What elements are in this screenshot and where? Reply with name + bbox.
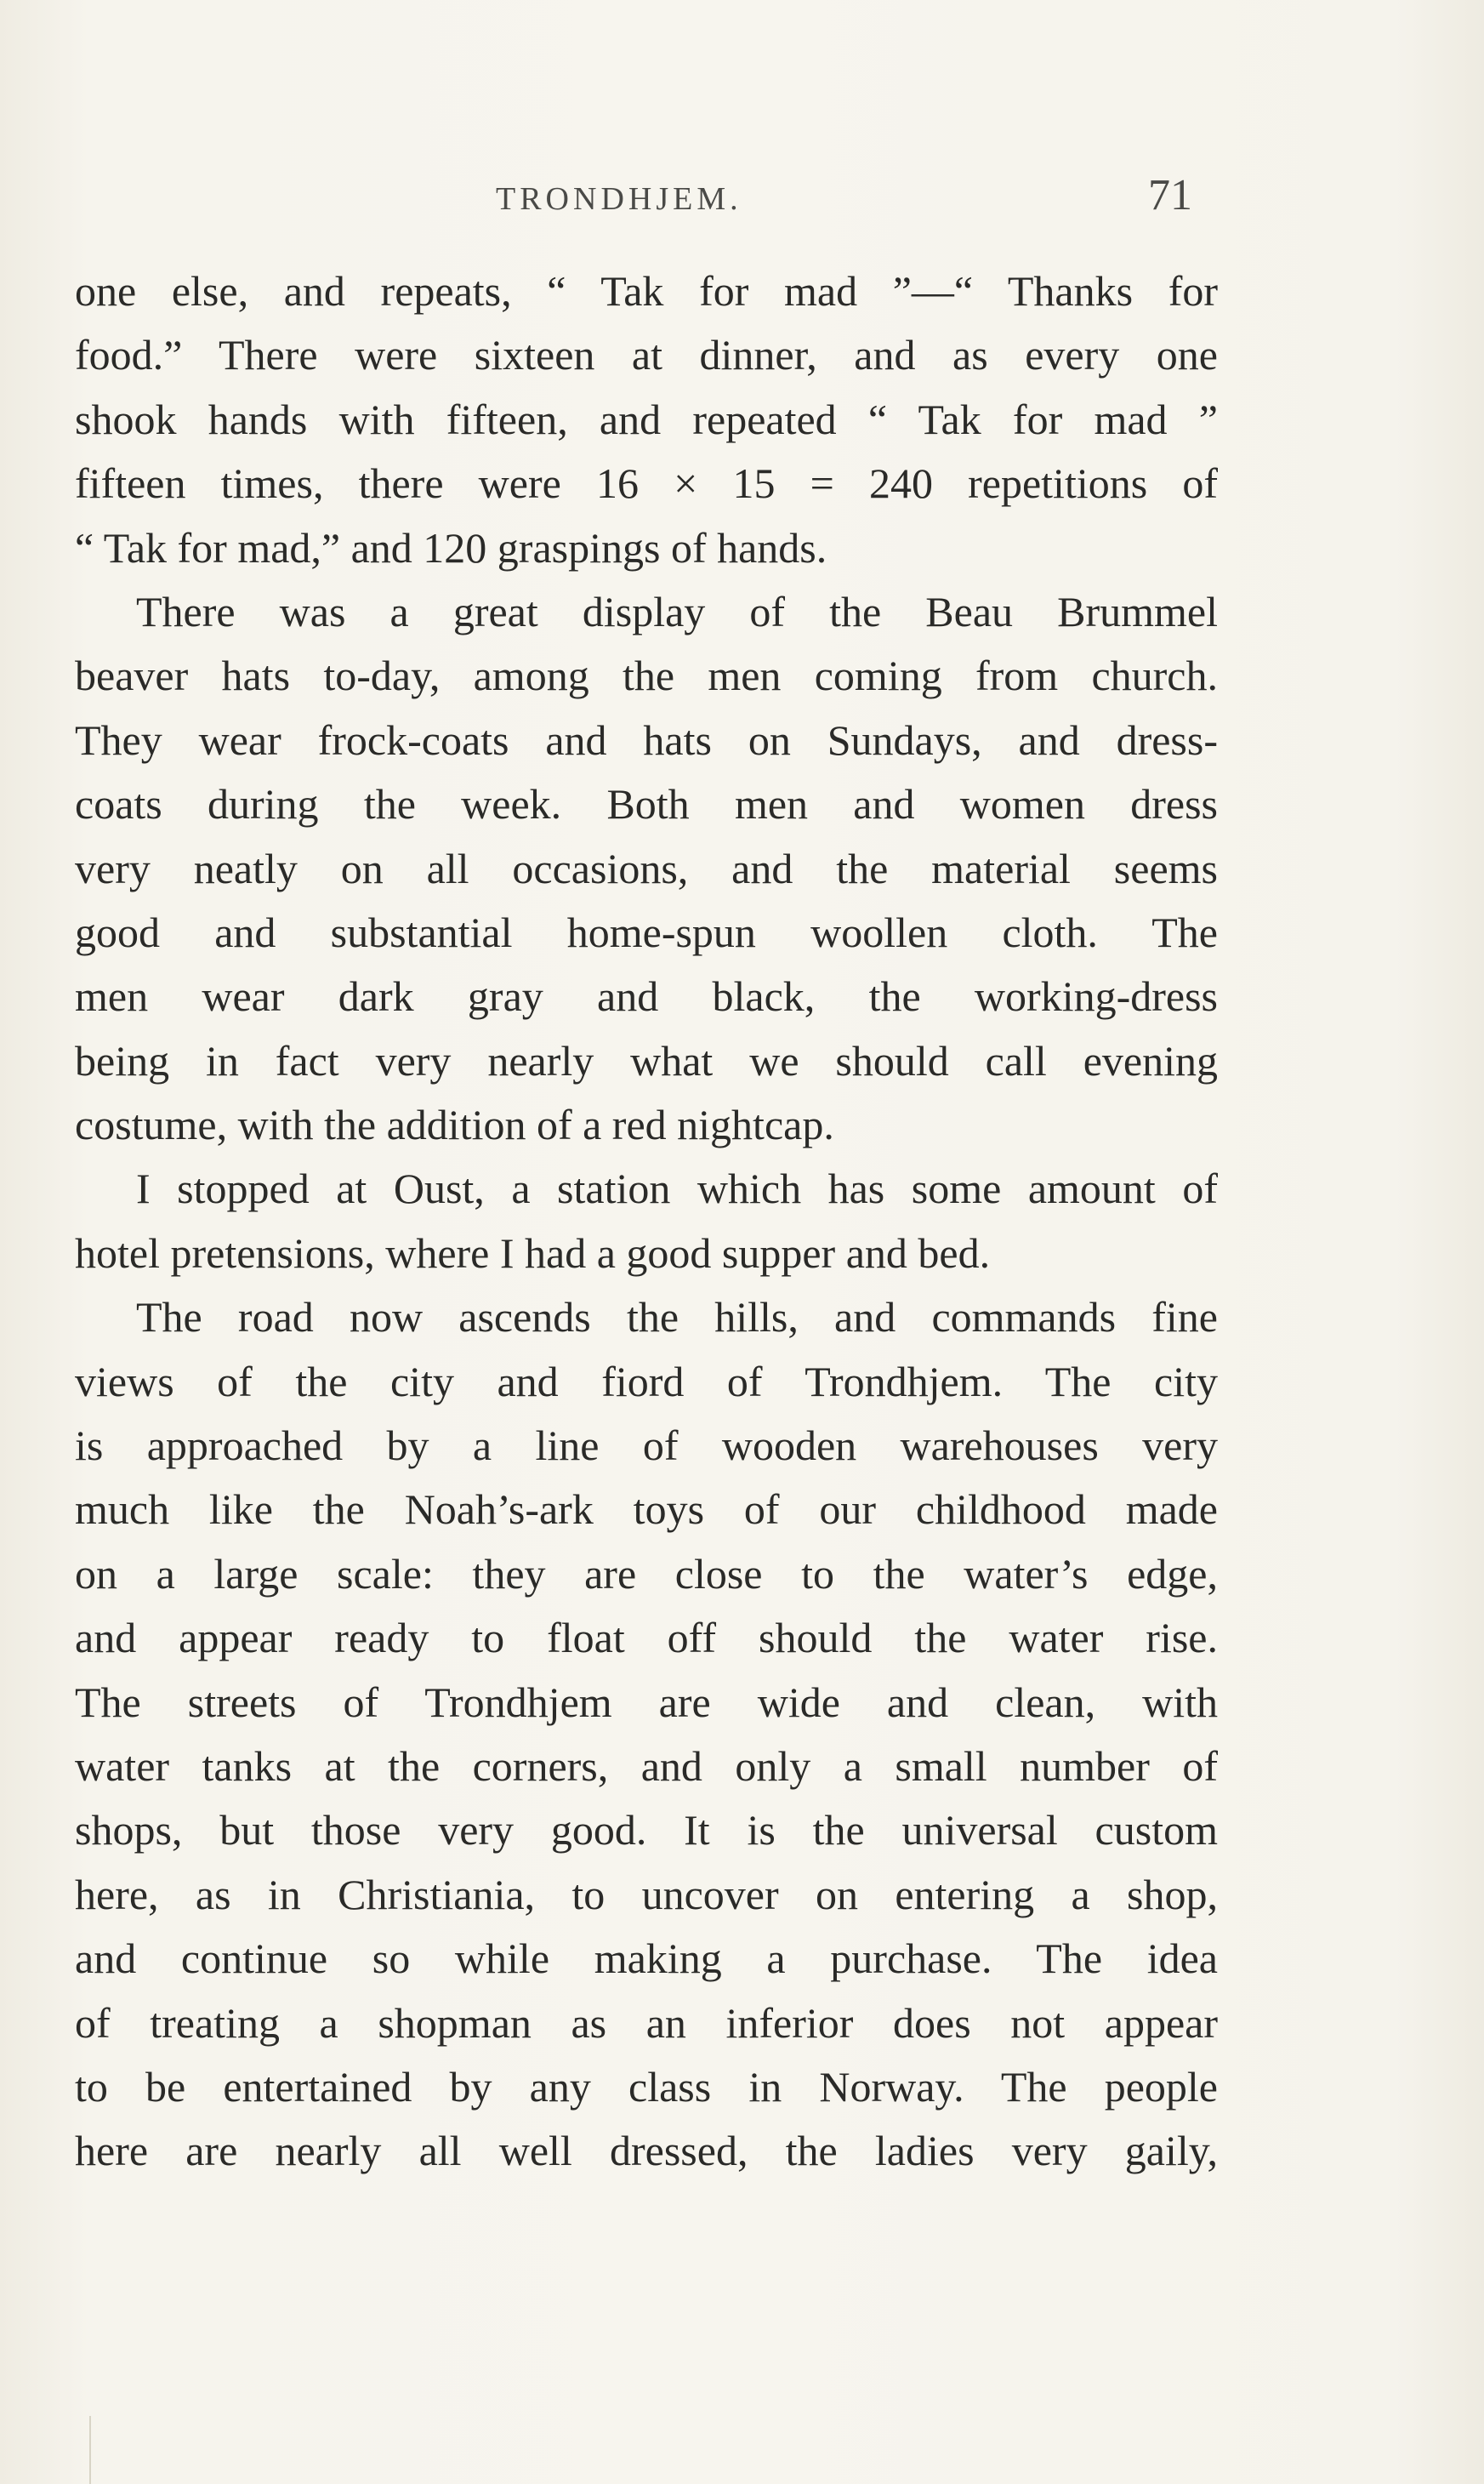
running-head — [0, 170, 1484, 230]
text-line: fifteen times, there were 16 × 15 = 240 repetitions of — [75, 459, 1218, 508]
text-line: here, as in Christiania, to uncover on entering a shop, — [75, 1870, 1218, 1918]
text-line: views of the city and fiord of Trondhjem. The city — [75, 1357, 1218, 1405]
text-line: hotel pretensions, where I had a good supper and bed. — [75, 1228, 991, 1277]
text-line: They wear frock-coats and hats on Sundays, and dress- — [75, 715, 1218, 764]
text-line: being in fact very nearly what we should call evening — [75, 1036, 1218, 1085]
text-line: here are nearly all well dressed, the ladies very gaily, — [75, 2127, 1218, 2175]
page-number: 71 — [1148, 171, 1192, 219]
text-line: and appear ready to float off should the water rise. — [75, 1614, 1218, 1662]
text-line: water tanks at the corners, and only a small number of — [75, 1741, 1218, 1790]
text-line: The road now ascends the hills, and commands fine — [136, 1293, 1218, 1342]
text-line: on a large scale: they are close to the water’s edge, — [75, 1549, 1218, 1598]
text-line: good and substantial home-spun woollen cloth. The — [75, 908, 1218, 956]
text-line: much like the Noah’s-ark toys of our childhood made — [75, 1485, 1218, 1534]
text-line: food.” There were sixteen at dinner, and as every one — [75, 331, 1218, 379]
text-line: “ Tak for mad,” and 120 graspings of hands. — [75, 523, 827, 572]
text-line: and continue so while making a purchase. The idea — [75, 1934, 1218, 1983]
text-line: very neatly on all occasions, and the material seems — [75, 844, 1218, 892]
body-text — [75, 259, 1218, 2184]
text-line: costume, with the addition of a red nightcap. — [75, 1101, 834, 1149]
text-line: to be entertained by any class in Norway. The people — [75, 2062, 1218, 2111]
text-line: coats during the week. Both men and women dress — [75, 780, 1218, 829]
text-line: men wear dark gray and black, the working-dress — [75, 972, 1218, 1021]
text-line: beaver hats to-day, among the men coming from church. — [75, 652, 1218, 700]
text-line: shook hands with fifteen, and repeated “ Tak for mad ” — [75, 395, 1218, 443]
text-line: is approached by a line of wooden warehouses very — [75, 1421, 1218, 1470]
running-head-title: TRONDHJEM. — [496, 181, 742, 217]
page-edge-shadow — [89, 2416, 91, 2484]
text-line: one else, and repeats, “ Tak for mad ”—“ Thanks for — [75, 267, 1218, 315]
text-line: The streets of Trondhjem are wide and clean, with — [75, 1678, 1218, 1726]
text-line: of treating a shopman as an inferior does not appear — [75, 1998, 1218, 2047]
text-line: I stopped at Oust, a station which has some amount of — [136, 1165, 1218, 1213]
text-line: shops, but those very good. It is the universal custom — [75, 1806, 1218, 1854]
text-line: There was a great display of the Beau Brummel — [136, 587, 1218, 635]
